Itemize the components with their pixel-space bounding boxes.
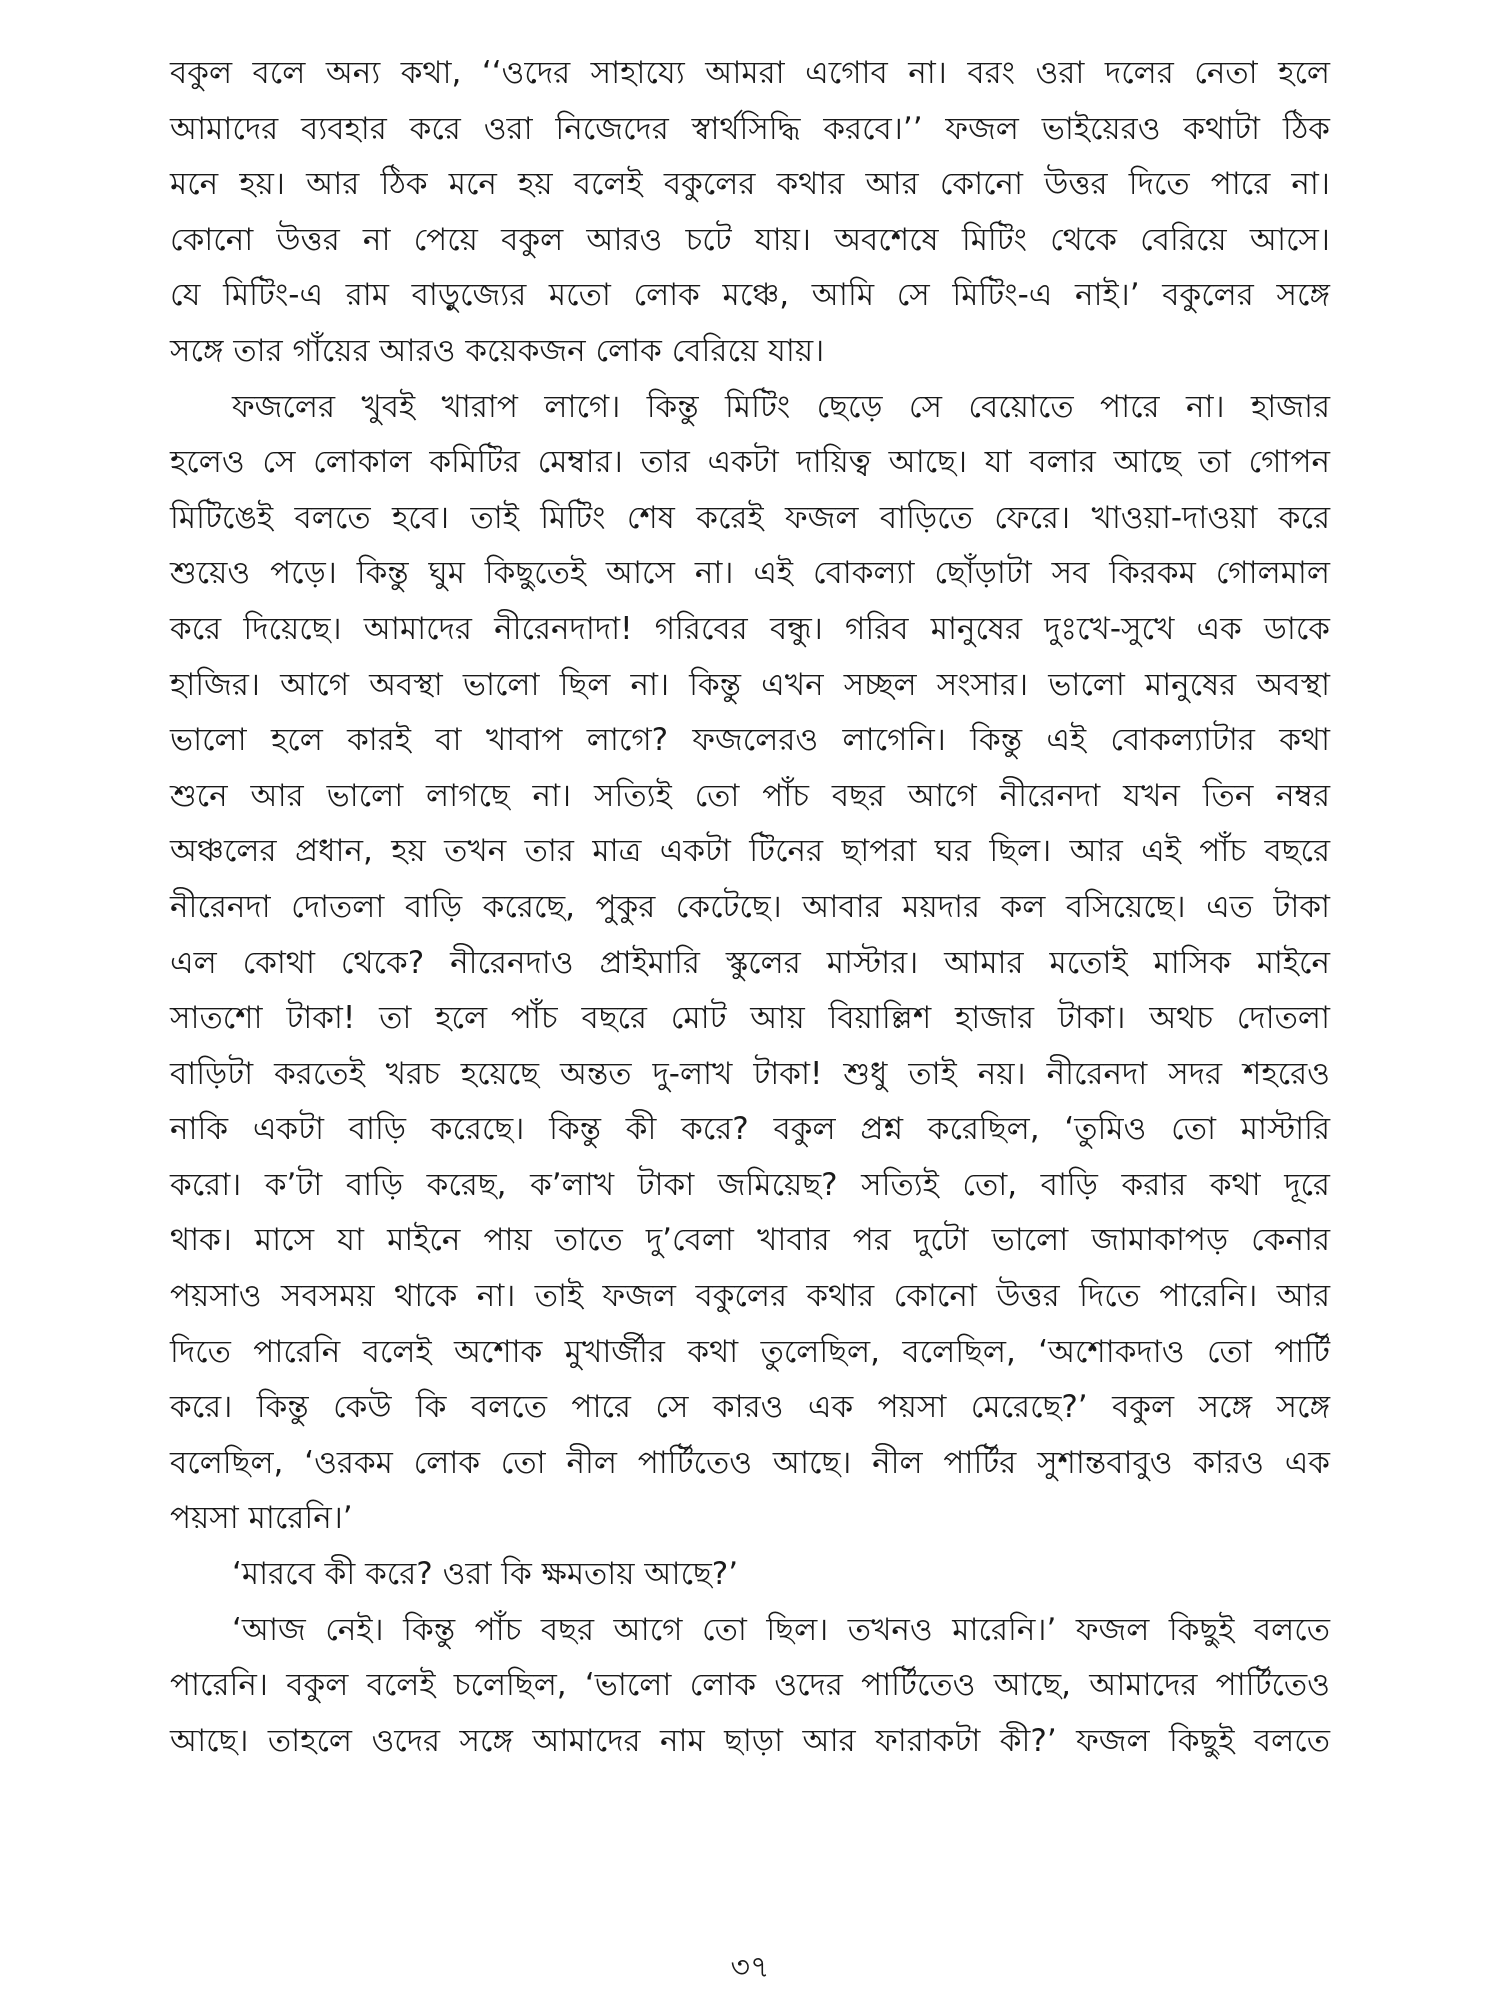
paragraph-4 bbox=[170, 1603, 1330, 1770]
text-line: নাকি একটা বাড়ি করেছে। কিন্তু কী করে? বকুল প্রশ্ন করেছিল, ‘তুমিও তো মাস্টারি bbox=[170, 1111, 1330, 1148]
text-line: শুয়েও পড়ে। কিন্তু ঘুম কিছুতেই আসে না। এই বোকল্যা ছোঁড়াটা সব কিরকম গোলমাল bbox=[170, 555, 1330, 592]
text-line: শুনে আর ভালো লাগছে না। সত্যিই তো পাঁচ বছর আগে নীরেনদা যখন তিন নম্বর bbox=[170, 777, 1330, 814]
text-line: পয়সা মারেনি।’ bbox=[170, 1500, 353, 1537]
text-line: পয়সাও সবসময় থাকে না। তাই ফজল বকুলের কথার কোনো উত্তর দিতে পারেনি। আর bbox=[170, 1278, 1330, 1315]
text-line: অঞ্চলের প্রধান, হয় তখন তার মাত্র একটা টিনের ছাপরা ঘর ছিল। আর এই পাঁচ বছরে bbox=[170, 833, 1330, 870]
text-line: হাজির। আগে অবস্থা ভালো ছিল না। কিন্তু এখন সচ্ছল সংসার। ভালো মানুষের অবস্থা bbox=[170, 666, 1330, 703]
text-line: থাক। মাসে যা মাইনে পায় তাতে দু’বেলা খাবার পর দুটো ভালো জামাকাপড় কেনার bbox=[170, 1222, 1330, 1259]
text-line: ফজলের খুবই খারাপ লাগে। কিন্তু মিটিং ছেড়ে সে বেয়োতে পারে না। হাজার bbox=[232, 388, 1330, 425]
paragraph-1-end bbox=[170, 324, 1330, 380]
text-line: করে দিয়েছে। আমাদের নীরেনদাদা! গরিবের বন্ধু। গরিব মানুষের দুঃখে-সুখে এক ডাকে bbox=[170, 610, 1330, 647]
page-number: ৩৭ bbox=[730, 1950, 770, 1985]
text-line: আমাদের ব্যবহার করে ওরা নিজেদের স্বার্থসিদ্ধি করবে।’’ ফজল ভাইয়েরও কথাটা ঠিক bbox=[170, 110, 1330, 147]
text-line: নীরেনদা দোতলা বাড়ি করেছে, পুকুর কেটেছে। আবার ময়দার কল বসিয়েছে। এত টাকা bbox=[170, 888, 1330, 925]
paragraph-1 bbox=[170, 46, 1330, 324]
text-line: ‘মারবে কী করে? ওরা কি ক্ষমতায় আছে?’ bbox=[232, 1556, 739, 1593]
text-line: বকুল বলে অন্য কথা, ‘‘ওদের সাহায্যে আমরা এগোব না। বরং ওরা দলের নেতা হলে bbox=[170, 55, 1330, 91]
text-line: বলেছিল, ‘ওরকম লোক তো নীল পার্টিতেও আছে। নীল পার্টির সুশান্তবাবুও কারও এক bbox=[170, 1444, 1330, 1481]
text-line: সাতশো টাকা! তা হলে পাঁচ বছরে মোট আয় বিয়াল্লিশ হাজার টাকা। অথচ দোতলা bbox=[170, 1000, 1330, 1037]
text-line: বাড়িটা করতেই খরচ হয়েছে অন্তত দু-লাখ টাকা! শুধু তাই নয়। নীরেনদা সদর শহরেও bbox=[170, 1055, 1330, 1092]
body-text bbox=[170, 46, 1330, 1769]
paragraph-2 bbox=[170, 380, 1330, 1492]
text-line: মনে হয়। আর ঠিক মনে হয় বলেই বকুলের কথার আর কোনো উত্তর দিতে পারে না। bbox=[170, 166, 1330, 203]
paragraph-3 bbox=[170, 1547, 1330, 1603]
text-line: হলেও সে লোকাল কমিটির মেম্বার। তার একটা দায়িত্ব আছে। যা বলার আছে তা গোপন bbox=[170, 444, 1330, 481]
text-line: যে মিটিং-এ রাম বাড়ুজ্যের মতো লোক মঞ্চে, আমি সে মিটিং-এ নাই।’ বকুলের সঙ্গে bbox=[170, 277, 1330, 314]
text-line: দিতে পারেনি বলেই অশোক মুখার্জীর কথা তুলেছিল, বলেছিল, ‘অশোকদাও তো পার্টি bbox=[170, 1333, 1330, 1370]
text-line: এল কোথা থেকে? নীরেনদাও প্রাইমারি স্কুলের মাস্টার। আমার মতোই মাসিক মাইনে bbox=[170, 944, 1330, 981]
text-line: করো। ক’টা বাড়ি করেছ, ক’লাখ টাকা জমিয়েছ? সত্যিই তো, বাড়ি করার কথা দূরে bbox=[170, 1166, 1330, 1203]
text-line: মিটিঙেই বলতে হবে। তাই মিটিং শেষ করেই ফজল বাড়িতে ফেরে। খাওয়া-দাওয়া করে bbox=[170, 499, 1330, 536]
text-line: আছে। তাহলে ওদের সঙ্গে আমাদের নাম ছাড়া আর ফারাকটা কী?’ ফজল কিছুই বলতে bbox=[170, 1722, 1330, 1759]
text-line: ভালো হলে কারই বা খাবাপ লাগে? ফজলেরও লাগেনি। কিন্তু এই বোকল্যাটার কথা bbox=[170, 722, 1330, 759]
text-line: কোনো উত্তর না পেয়ে বকুল আরও চটে যায়। অবশেষে মিটিং থেকে বেরিয়ে আসে। bbox=[170, 221, 1330, 258]
text-line: সঙ্গে তার গাঁয়ের আরও কয়েকজন লোক বেরিয়ে যায়। bbox=[170, 332, 825, 369]
text-line: ‘আজ নেই। কিন্তু পাঁচ বছর আগে তো ছিল। তখনও মারেনি।’ ফজল কিছুই বলতে bbox=[232, 1611, 1330, 1648]
text-line: পারেনি। বকুল বলেই চলেছিল, ‘ভালো লোক ওদের পার্টিতেও আছে, আমাদের পার্টিতেও bbox=[170, 1667, 1330, 1704]
text-line: করে। কিন্তু কেউ কি বলতে পারে সে কারও এক পয়সা মেরেছে?’ বকুল সঙ্গে সঙ্গে bbox=[170, 1389, 1330, 1426]
paragraph-2-end bbox=[170, 1491, 1330, 1547]
